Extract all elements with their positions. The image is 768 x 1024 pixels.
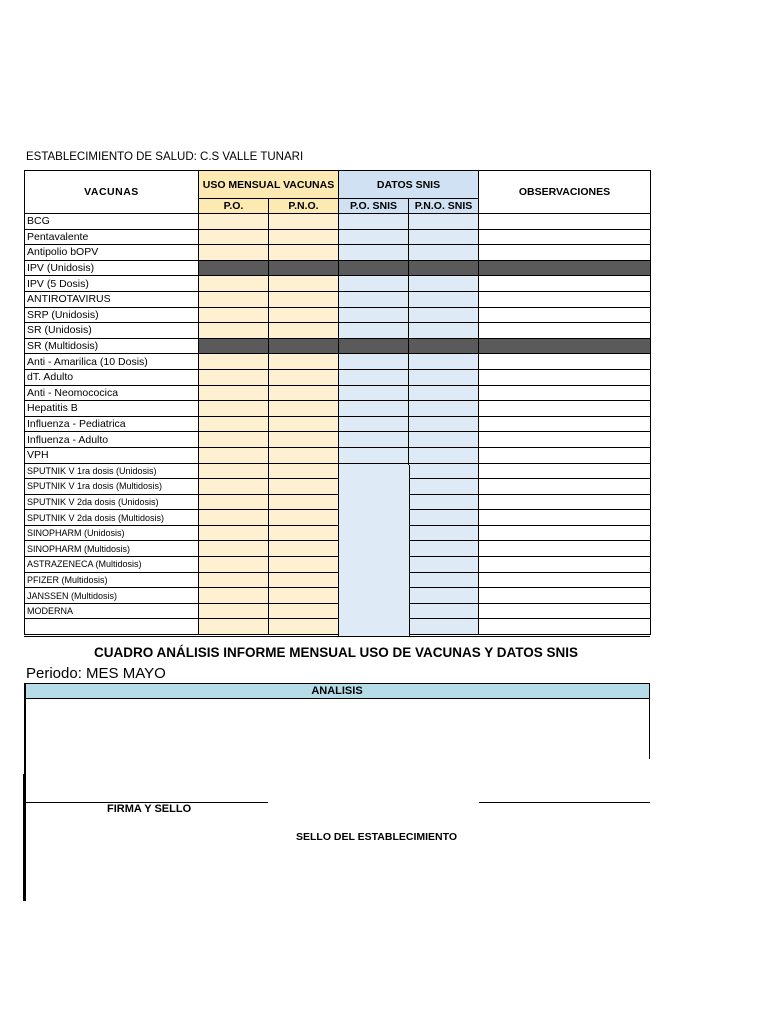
pno-cell[interactable]	[269, 572, 339, 588]
vaccine-name: Pentavalente	[25, 229, 199, 245]
pno-cell[interactable]	[269, 510, 339, 526]
analysis-title: CUADRO ANÁLISIS INFORME MENSUAL USO DE VACUNAS Y DATOS SNIS	[93, 645, 579, 660]
pno-cell[interactable]	[269, 291, 339, 307]
observaciones-cell[interactable]	[479, 463, 651, 479]
pno-snis-cell[interactable]	[409, 572, 479, 588]
establishment-label: ESTABLECIMIENTO DE SALUD: C.S VALLE TUNARI	[26, 151, 304, 163]
pno-cell[interactable]	[269, 557, 339, 573]
pno-snis-cell[interactable]	[409, 463, 479, 479]
po-snis-cell[interactable]	[339, 432, 409, 448]
pno-snis-subheader: P.N.O. SNIS	[409, 199, 479, 214]
observaciones-cell[interactable]	[479, 214, 651, 230]
pno-cell[interactable]	[269, 494, 339, 510]
observaciones-cell[interactable]	[479, 260, 651, 276]
po-snis-cell[interactable]	[339, 245, 409, 261]
pno-snis-cell[interactable]	[409, 510, 479, 526]
po-cell[interactable]	[199, 385, 269, 401]
pno-snis-cell[interactable]	[409, 338, 479, 354]
po-snis-cell[interactable]	[339, 401, 409, 417]
sello-label: SELLO DEL ESTABLECIMIENTO	[296, 831, 458, 843]
po-snis-cell[interactable]	[339, 260, 409, 276]
po-snis-cell[interactable]	[339, 291, 409, 307]
observaciones-cell[interactable]	[479, 479, 651, 495]
pno-snis-cell[interactable]	[409, 291, 479, 307]
po-cell[interactable]	[199, 214, 269, 230]
pno-cell[interactable]	[269, 369, 339, 385]
vaccine-name: MODERNA	[25, 603, 199, 619]
po-cell[interactable]	[199, 369, 269, 385]
table-row	[25, 291, 651, 307]
observaciones-cell[interactable]	[479, 245, 651, 261]
pno-cell[interactable]	[269, 245, 339, 261]
stamp-line	[479, 802, 650, 803]
po-subheader: P.O.	[199, 199, 269, 214]
analysis-header: ANALISIS	[25, 684, 649, 699]
vaccine-name: SPUTNIK V 2da dosis (Multidosis)	[25, 510, 199, 526]
pno-snis-cell[interactable]	[409, 229, 479, 245]
po-cell[interactable]	[199, 307, 269, 323]
observaciones-cell[interactable]	[479, 447, 651, 463]
observaciones-cell[interactable]	[479, 572, 651, 588]
observaciones-cell[interactable]	[479, 541, 651, 557]
pno-snis-cell[interactable]	[409, 260, 479, 276]
table-row	[25, 432, 651, 448]
table-row	[25, 260, 651, 276]
table-row	[25, 245, 651, 261]
table-row	[25, 307, 651, 323]
table-row	[25, 447, 651, 463]
table-row	[25, 276, 651, 292]
vaccine-name: SR (Multidosis)	[25, 338, 199, 354]
pno-cell[interactable]	[269, 619, 339, 635]
po-snis-cell[interactable]	[339, 354, 409, 370]
po-snis-cell[interactable]	[339, 214, 409, 230]
pno-cell[interactable]	[269, 463, 339, 479]
vaccine-name: ASTRAZENECA (Multidosis)	[25, 557, 199, 573]
po-snis-cell[interactable]	[339, 447, 409, 463]
table-row	[25, 401, 651, 417]
pno-snis-cell[interactable]	[409, 369, 479, 385]
pno-snis-cell[interactable]	[409, 214, 479, 230]
pno-snis-cell[interactable]	[409, 603, 479, 619]
left-border-thick	[23, 774, 26, 901]
pno-snis-cell[interactable]	[409, 323, 479, 339]
pno-cell[interactable]	[269, 525, 339, 541]
pno-cell[interactable]	[269, 323, 339, 339]
vaccine-name: Anti - Neomococica	[25, 385, 199, 401]
po-cell[interactable]	[199, 619, 269, 635]
po-snis-cell[interactable]	[339, 369, 409, 385]
pno-cell[interactable]	[269, 541, 339, 557]
observaciones-cell[interactable]	[479, 603, 651, 619]
merged-po-snis-cell[interactable]	[338, 465, 410, 636]
po-cell[interactable]	[199, 603, 269, 619]
po-snis-cell[interactable]	[339, 229, 409, 245]
pno-cell[interactable]	[269, 214, 339, 230]
vaccine-name: Antipolio bOPV	[25, 245, 199, 261]
uso-mensual-header: USO MENSUAL VACUNAS	[199, 171, 339, 199]
vaccine-name: SPUTNIK V 2da dosis (Unidosis)	[25, 494, 199, 510]
pno-cell[interactable]	[269, 416, 339, 432]
observaciones-cell[interactable]	[479, 416, 651, 432]
pno-cell[interactable]	[269, 260, 339, 276]
vaccine-name: dT. Adulto	[25, 369, 199, 385]
po-cell[interactable]	[199, 338, 269, 354]
observaciones-cell[interactable]	[479, 369, 651, 385]
pno-cell[interactable]	[269, 432, 339, 448]
pno-snis-cell[interactable]	[409, 619, 479, 635]
po-snis-cell[interactable]	[339, 385, 409, 401]
vaccine-name: SRP (Unidosis)	[25, 307, 199, 323]
po-cell[interactable]	[199, 401, 269, 417]
observaciones-cell[interactable]	[479, 323, 651, 339]
observaciones-cell[interactable]	[479, 385, 651, 401]
firma-label: FIRMA Y SELLO	[107, 803, 192, 815]
observaciones-cell[interactable]	[479, 229, 651, 245]
observaciones-cell[interactable]	[479, 525, 651, 541]
pno-snis-cell[interactable]	[409, 479, 479, 495]
pno-cell[interactable]	[269, 276, 339, 292]
pno-cell[interactable]	[269, 588, 339, 604]
vaccine-name	[25, 619, 199, 635]
vaccine-name: SINOPHARM (Unidosis)	[25, 525, 199, 541]
table-row	[25, 354, 651, 370]
pno-snis-cell[interactable]	[409, 432, 479, 448]
pno-snis-cell[interactable]	[409, 525, 479, 541]
pno-snis-cell[interactable]	[409, 354, 479, 370]
po-cell[interactable]	[199, 245, 269, 261]
observaciones-cell[interactable]	[479, 494, 651, 510]
pno-snis-cell[interactable]	[409, 245, 479, 261]
observaciones-cell[interactable]	[479, 432, 651, 448]
pno-cell[interactable]	[269, 479, 339, 495]
observaciones-cell[interactable]	[479, 557, 651, 573]
po-cell[interactable]	[199, 541, 269, 557]
vaccine-name: PFIZER (Multidosis)	[25, 572, 199, 588]
pno-snis-cell[interactable]	[409, 588, 479, 604]
po-cell[interactable]	[199, 557, 269, 573]
po-snis-cell[interactable]	[339, 323, 409, 339]
pno-snis-cell[interactable]	[409, 416, 479, 432]
pno-cell[interactable]	[269, 603, 339, 619]
pno-cell[interactable]	[269, 338, 339, 354]
vaccine-name: VPH	[25, 447, 199, 463]
vaccine-name: SPUTNIK V 1ra dosis (Multidosis)	[25, 479, 199, 495]
po-cell[interactable]	[199, 432, 269, 448]
po-cell[interactable]	[199, 354, 269, 370]
vaccine-name: IPV (5 Dosis)	[25, 276, 199, 292]
pno-cell[interactable]	[269, 307, 339, 323]
po-cell[interactable]	[199, 323, 269, 339]
pno-cell[interactable]	[269, 447, 339, 463]
vaccine-name: SR (Unidosis)	[25, 323, 199, 339]
po-cell[interactable]	[199, 447, 269, 463]
po-cell[interactable]	[199, 510, 269, 526]
po-cell[interactable]	[199, 463, 269, 479]
po-snis-cell[interactable]	[339, 276, 409, 292]
po-cell[interactable]	[199, 291, 269, 307]
observaciones-cell[interactable]	[479, 354, 651, 370]
pno-snis-cell[interactable]	[409, 557, 479, 573]
vaccine-name: Anti - Amarilica (10 Dosis)	[25, 354, 199, 370]
table-row	[25, 369, 651, 385]
vaccine-name: SPUTNIK V 1ra dosis (Unidosis)	[25, 463, 199, 479]
pno-cell[interactable]	[269, 401, 339, 417]
observaciones-cell[interactable]	[479, 401, 651, 417]
observaciones-cell[interactable]	[479, 510, 651, 526]
observaciones-header: OBSERVACIONES	[479, 171, 651, 214]
po-snis-cell[interactable]	[339, 338, 409, 354]
pno-snis-cell[interactable]	[409, 447, 479, 463]
vaccine-name: JANSSEN (Multidosis)	[25, 588, 199, 604]
pno-snis-cell[interactable]	[409, 541, 479, 557]
pno-snis-cell[interactable]	[409, 276, 479, 292]
table-row	[25, 323, 651, 339]
po-cell[interactable]	[199, 416, 269, 432]
observaciones-cell[interactable]	[479, 338, 651, 354]
vaccine-name: SINOPHARM (Multidosis)	[25, 541, 199, 557]
observaciones-cell[interactable]	[479, 588, 651, 604]
po-cell[interactable]	[199, 494, 269, 510]
periodo-label: Periodo: MES MAYO	[26, 665, 166, 682]
vaccine-name: ANTIROTAVIRUS	[25, 291, 199, 307]
po-cell[interactable]	[199, 479, 269, 495]
pno-snis-cell[interactable]	[409, 401, 479, 417]
table-row	[25, 385, 651, 401]
pno-snis-cell[interactable]	[409, 494, 479, 510]
vaccine-name: Influenza - Adulto	[25, 432, 199, 448]
vaccine-name: Influenza - Pediatrica	[25, 416, 199, 432]
vaccine-name: BCG	[25, 214, 199, 230]
table-row	[25, 416, 651, 432]
po-cell[interactable]	[199, 229, 269, 245]
po-snis-subheader: P.O. SNIS	[339, 199, 409, 214]
po-cell[interactable]	[199, 588, 269, 604]
observaciones-cell[interactable]	[479, 291, 651, 307]
pno-cell[interactable]	[269, 229, 339, 245]
pno-snis-cell[interactable]	[409, 385, 479, 401]
po-cell[interactable]	[199, 276, 269, 292]
po-cell[interactable]	[199, 260, 269, 276]
pno-snis-cell[interactable]	[409, 307, 479, 323]
table-bottom-border	[24, 636, 650, 637]
vacunas-header: VACUNAS	[25, 171, 199, 214]
observaciones-cell[interactable]	[479, 307, 651, 323]
vaccine-name: Hepatitis B	[25, 401, 199, 417]
pno-cell[interactable]	[269, 385, 339, 401]
table-row	[25, 214, 651, 230]
datos-snis-header: DATOS SNIS	[339, 171, 479, 199]
po-snis-cell[interactable]	[339, 307, 409, 323]
pno-subheader: P.N.O.	[269, 199, 339, 214]
po-cell[interactable]	[199, 525, 269, 541]
observaciones-cell[interactable]	[479, 619, 651, 635]
table-row	[25, 229, 651, 245]
po-cell[interactable]	[199, 572, 269, 588]
table-row	[25, 338, 651, 354]
observaciones-cell[interactable]	[479, 276, 651, 292]
vaccine-name: IPV (Unidosis)	[25, 260, 199, 276]
po-snis-cell[interactable]	[339, 416, 409, 432]
pno-cell[interactable]	[269, 354, 339, 370]
